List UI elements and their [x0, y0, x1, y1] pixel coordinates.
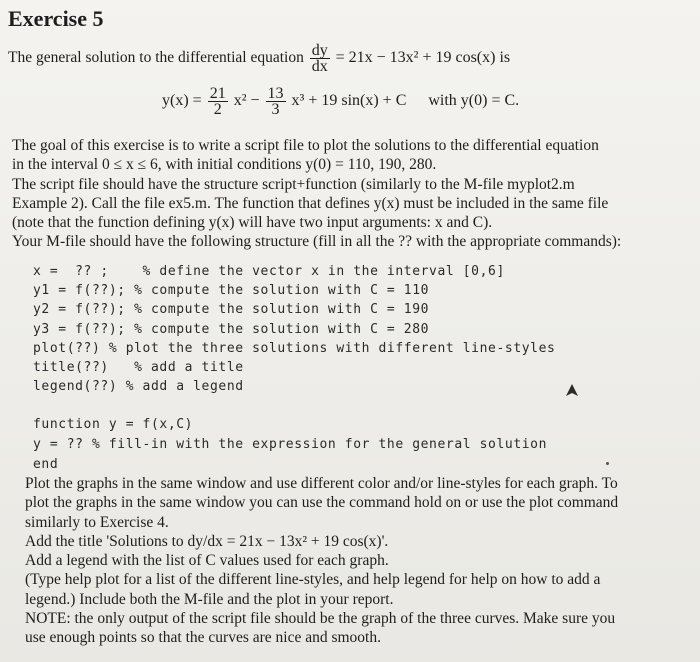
- text-line: plot the graphs in the same window you can use the command hold on or use the plot command: [25, 494, 619, 512]
- text-line: similarly to Exercise 4.: [25, 513, 169, 531]
- term-x-squared: x² −: [233, 92, 260, 110]
- text-line: Add the title 'Solutions to dy/dx = 21x − 13x² + 19 cos(x)'.: [25, 532, 389, 550]
- code-line: legend(??) % add a legend: [33, 379, 244, 395]
- code-line: x = ?? ; % define the vector x in the interval [0,6]: [33, 264, 505, 279]
- code-line: y1 = f(??); % compute the solution with C = 110: [33, 283, 430, 299]
- text-line: in the interval 0 ≤ x ≤ 6, with initial conditions y(0) = 110, 190, 280.: [12, 156, 437, 174]
- intro-rhs: = 21x − 13x² + 19 cos(x) is: [335, 49, 511, 67]
- stray-mark: [606, 462, 609, 465]
- text-line: The goal of this exercise is to write a script file to plot the solutions to the differential equation: [12, 137, 599, 154]
- solution-equation: [162, 86, 519, 117]
- dx-denominator: dx: [311, 58, 328, 75]
- code-line: title(??) % add a title: [33, 360, 244, 376]
- text-line: Add a legend with the list of C values used for each graph.: [25, 552, 389, 570]
- exercise-title: Exercise 5: [8, 6, 104, 31]
- code-line: y3 = f(??); % compute the solution with C = 280: [33, 321, 430, 337]
- mouse-cursor-icon: [565, 383, 579, 399]
- code-line: function y = f(x,C): [33, 417, 194, 432]
- fraction-denominator: 2: [213, 101, 222, 118]
- text-line: (Type help plot for a list of the different line-styles, and help legend for help on how to add a: [25, 571, 601, 589]
- function-code-block: [33, 415, 547, 475]
- dy-numerator: dy: [311, 42, 328, 59]
- initial-condition: with y(0) = C.: [428, 92, 520, 110]
- fraction-13-3: [266, 86, 286, 117]
- paragraph-goal: [12, 136, 621, 252]
- paragraph-instructions: [25, 474, 618, 648]
- term-rest: x³ + 19 sin(x) + C: [291, 92, 407, 110]
- text-line: (note that the function defining y(x) will have two input arguments: x and C).: [12, 214, 493, 232]
- text-line: use enough points so that the curves are nice and smooth.: [25, 629, 381, 647]
- text-line: Your M-file should have the following structure (fill in all the ?? with the appropriate commands):: [12, 233, 622, 251]
- text-line: NOTE: the only output of the script file should be the graph of the three curves. Make sure you: [25, 610, 616, 628]
- dy-dx-fraction: [310, 43, 330, 74]
- fraction-numerator: 13: [267, 85, 284, 102]
- fraction-numerator: 21: [209, 85, 226, 102]
- script-code-block: [33, 262, 555, 396]
- text-line: The script file should have the structure script+function (similarly to the M-file myplot2.m: [12, 175, 575, 193]
- code-line: y = ?? % fill-in with the expression for the general solution: [33, 437, 548, 452]
- solution-lhs: y(x) =: [162, 92, 202, 110]
- code-line: y2 = f(??); % compute the solution with C = 190: [33, 302, 430, 318]
- fraction-21-2: [208, 86, 228, 117]
- code-line: end: [33, 457, 59, 472]
- intro-text: The general solution to the differential equation: [8, 49, 304, 67]
- fraction-denominator: 3: [271, 101, 280, 118]
- text-line: legend.) Include both the M-file and the plot in your report.: [25, 590, 394, 608]
- intro-line: [8, 43, 510, 74]
- text-line: Example 2). Call the file ex5.m. The function that defines y(x) must be included in the same file: [12, 194, 609, 212]
- text-line: Plot the graphs in the same window and use different color and/or line-styles for each graph. To: [25, 475, 618, 492]
- code-line: plot(??) % plot the three solutions with different line-styles: [33, 340, 556, 356]
